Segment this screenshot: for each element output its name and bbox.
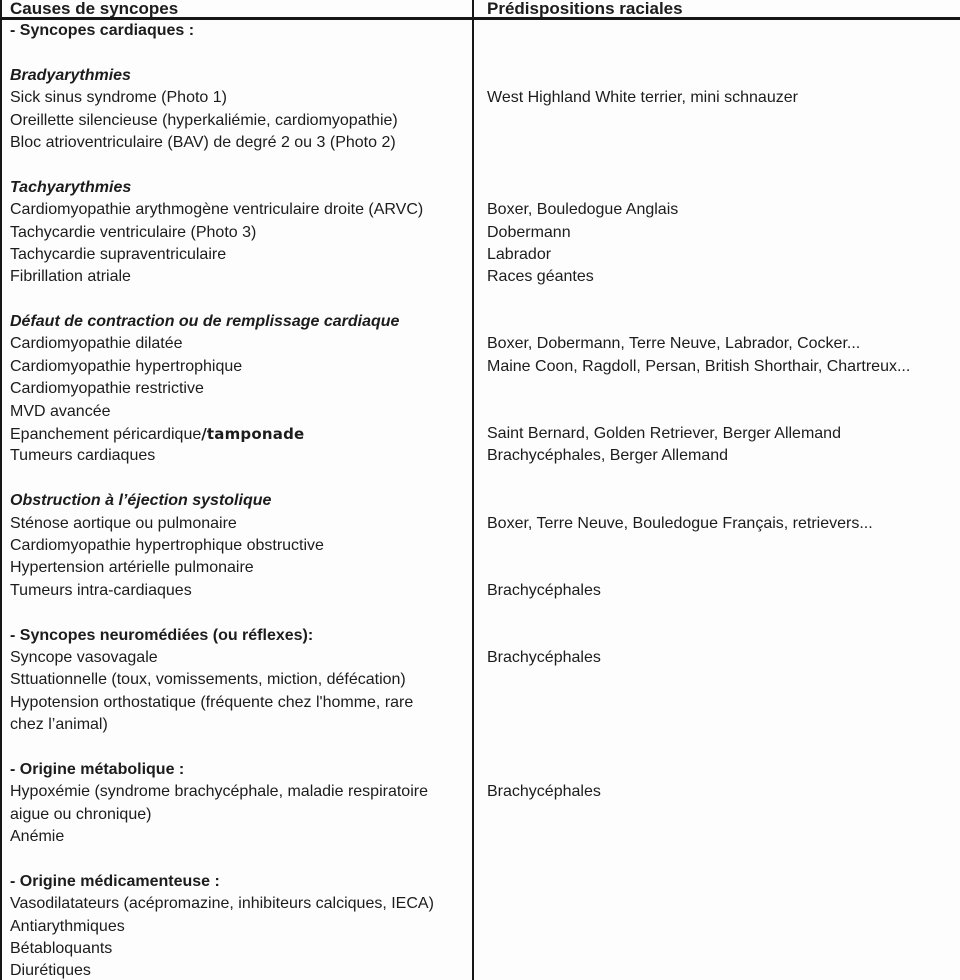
predisposition-cell [474,848,960,870]
cause-text: Bloc atrioventriculaire (BAV) de degré 2 ou 3 (Photo 2) [10,133,396,151]
predisposition-text: Saint Bernard, Golden Retriever, Berger Allemand [487,425,841,443]
table-row [2,714,960,736]
predisposition-cell [474,759,960,781]
predisposition-cell [474,960,960,980]
predisposition-cell [474,244,960,266]
cause-cell [2,132,474,154]
cause-cell [2,445,474,467]
table-row [2,222,960,244]
predisposition-text: Boxer, Bouledogue Anglais [487,201,679,219]
predisposition-cell [474,826,960,848]
table-row [2,781,960,803]
table-row [2,110,960,132]
cause-cell [2,893,474,915]
cause-cell [2,333,474,355]
cause-cell [2,490,474,512]
predisposition-cell [474,378,960,400]
cause-text-alt-font: /tamponade [201,425,305,444]
cause-text: Bétabloquants [10,940,113,958]
predisposition-text: Races géantes [487,268,594,286]
cause-cell [2,871,474,893]
cause-text: Vasodilatateurs (acépromazine, inhibiteurs calciques, IECA) [10,895,434,913]
cause-text: aigue ou chronique) [10,805,152,823]
cause-cell [2,110,474,132]
predisposition-cell [474,535,960,557]
cause-text: Tachyarythmies [10,178,132,196]
table-row [2,580,960,602]
cause-text: - Origine médicamenteuse : [10,872,220,890]
predisposition-cell [474,557,960,579]
cause-cell [2,826,474,848]
cause-cell [2,378,474,400]
cause-cell [2,692,474,714]
cause-cell [2,311,474,333]
cause-text: Oreillette silencieuse (hyperkaliémie, cardiomyopathie) [10,111,398,129]
predisposition-cell [474,333,960,355]
table-row [2,132,960,154]
table-row [2,333,960,355]
cause-text: Cardiomyopathie hypertrophique [10,357,243,375]
table-row [2,244,960,266]
cause-cell [2,916,474,938]
predisposition-cell [474,42,960,64]
cause-text: - Origine métabolique : [10,760,185,778]
cause-text: Anémie [10,828,65,846]
cause-text: Cardiomyopathie dilatée [10,335,183,353]
predisposition-cell [474,289,960,311]
cause-text: Antiarythmiques [10,917,125,935]
predisposition-text: Boxer, Terre Neuve, Bouledogue Français, retrievers... [487,514,873,532]
table-row [2,356,960,378]
table-body [2,20,960,980]
table-row [2,42,960,64]
table-row [2,513,960,535]
table-row [2,871,960,893]
table-row [2,893,960,915]
predisposition-cell [474,468,960,490]
cause-text: Syncope vasovagale [10,648,158,666]
predisposition-cell [474,401,960,423]
predisposition-cell [474,871,960,893]
cause-cell [2,423,474,445]
cause-cell [2,266,474,288]
table-row [2,669,960,691]
table-row [2,468,960,490]
cause-cell [2,938,474,960]
cause-text: - Syncopes neuromédiées (ou réflexes): [10,626,314,644]
predisposition-text: Brachycéphales [487,648,601,666]
cause-text: Sttuationnelle (toux, vomissements, miction, défécation) [10,671,406,689]
cause-text: chez l’animal) [10,716,108,734]
predisposition-cell [474,625,960,647]
predisposition-cell [474,602,960,624]
predisposition-cell [474,154,960,176]
cause-cell [2,199,474,221]
cause-cell [2,580,474,602]
predisposition-cell [474,737,960,759]
cause-text: Défaut de contraction ou de remplissage cardiaque [10,313,400,331]
cause-text: Cardiomyopathie hypertrophique obstructive [10,536,324,554]
cause-text: Cardiomyopathie restrictive [10,380,204,398]
table-row [2,289,960,311]
table-row [2,848,960,870]
cause-cell [2,960,474,980]
table-row [2,87,960,109]
predisposition-cell [474,199,960,221]
cause-text: Bradyarythmies [10,66,131,84]
cause-cell [2,222,474,244]
cause-cell [2,848,474,870]
predisposition-cell [474,893,960,915]
table-row [2,445,960,467]
cause-cell [2,737,474,759]
cause-cell [2,513,474,535]
predisposition-cell [474,580,960,602]
cause-cell [2,759,474,781]
cause-cell [2,625,474,647]
cause-cell [2,781,474,803]
table-row [2,535,960,557]
predisposition-cell [474,356,960,378]
predisposition-cell [474,445,960,467]
predisposition-cell [474,20,960,42]
table-row [2,65,960,87]
table-header-row [2,0,960,20]
cause-cell [2,401,474,423]
table-row [2,20,960,42]
predisposition-cell [474,490,960,512]
column-header-causes: Causes de syncopes [2,0,474,17]
table-row [2,692,960,714]
cause-text: Sick sinus syndrome (Photo 1) [10,89,227,107]
predisposition-text: Brachycéphales [487,581,601,599]
table-row [2,490,960,512]
table-row [2,401,960,423]
cause-text: Tachycardie supraventriculaire [10,245,227,263]
predisposition-cell [474,714,960,736]
predisposition-cell [474,177,960,199]
predisposition-text: Dobermann [487,223,571,241]
predisposition-cell [474,222,960,244]
table-row [2,938,960,960]
predisposition-cell [474,692,960,714]
predisposition-cell [474,87,960,109]
table-row [2,423,960,445]
cause-cell [2,602,474,624]
cause-cell [2,177,474,199]
table-row [2,557,960,579]
table-row [2,960,960,980]
predisposition-cell [474,423,960,445]
cause-cell [2,647,474,669]
cause-text: Hypertension artérielle pulmonaire [10,559,254,577]
table-row [2,177,960,199]
table-row [2,154,960,176]
cause-cell [2,289,474,311]
table-row [2,759,960,781]
cause-text: Hypoxémie (syndrome brachycéphale, maladie respiratoire [10,783,428,801]
predisposition-text: Boxer, Dobermann, Terre Neuve, Labrador, Cocker... [487,335,861,353]
predisposition-text: Brachycéphales, Berger Allemand [487,447,729,465]
table-row [2,311,960,333]
table-row [2,199,960,221]
table-row [2,602,960,624]
table-row [2,625,960,647]
predisposition-cell [474,781,960,803]
predisposition-cell [474,266,960,288]
cause-text: Hypotension orthostatique (fréquente chez l'homme, rare [10,693,414,711]
predisposition-text: Maine Coon, Ragdoll, Persan, British Shorthair, Chartreux... [487,357,911,375]
cause-cell [2,87,474,109]
cause-text: MVD avancée [10,402,111,420]
table-row [2,266,960,288]
table-row [2,826,960,848]
cause-text: Sténose aortique ou pulmonaire [10,514,237,532]
predisposition-cell [474,110,960,132]
cause-cell [2,154,474,176]
predisposition-text: West Highland White terrier, mini schnauzer [487,89,798,107]
cause-cell [2,535,474,557]
cause-cell [2,804,474,826]
table-row [2,647,960,669]
predisposition-cell [474,65,960,87]
table-row [2,378,960,400]
predisposition-cell [474,669,960,691]
cause-text: Obstruction à l’éjection systolique [10,492,272,510]
cause-text: Epanchement péricardique [10,426,202,444]
predisposition-cell [474,132,960,154]
cause-text: Tumeurs cardiaques [10,447,156,465]
predisposition-cell [474,938,960,960]
predisposition-cell [474,647,960,669]
predisposition-cell [474,513,960,535]
cause-text: Tumeurs intra-cardiaques [10,581,192,599]
cause-text: Cardiomyopathie arythmogène ventriculaire droite (ARVC) [10,201,424,219]
predisposition-cell [474,916,960,938]
cause-text: Diurétiques [10,962,91,980]
table-row [2,804,960,826]
cause-cell [2,468,474,490]
cause-text: - Syncopes cardiaques : [10,22,195,39]
predisposition-cell [474,311,960,333]
table-row [2,737,960,759]
cause-cell [2,669,474,691]
cause-text: Tachycardie ventriculaire (Photo 3) [10,223,257,241]
predisposition-text: Brachycéphales [487,783,601,801]
cause-cell [2,714,474,736]
cause-cell [2,20,474,42]
cause-cell [2,356,474,378]
predisposition-cell [474,804,960,826]
predisposition-text: Labrador [487,245,552,263]
cause-text: Fibrillation atriale [10,268,131,286]
cause-cell [2,65,474,87]
cause-cell [2,42,474,64]
cause-cell [2,244,474,266]
table-row [2,916,960,938]
cause-cell [2,557,474,579]
column-header-predispositions: Prédispositions raciales [487,0,683,17]
